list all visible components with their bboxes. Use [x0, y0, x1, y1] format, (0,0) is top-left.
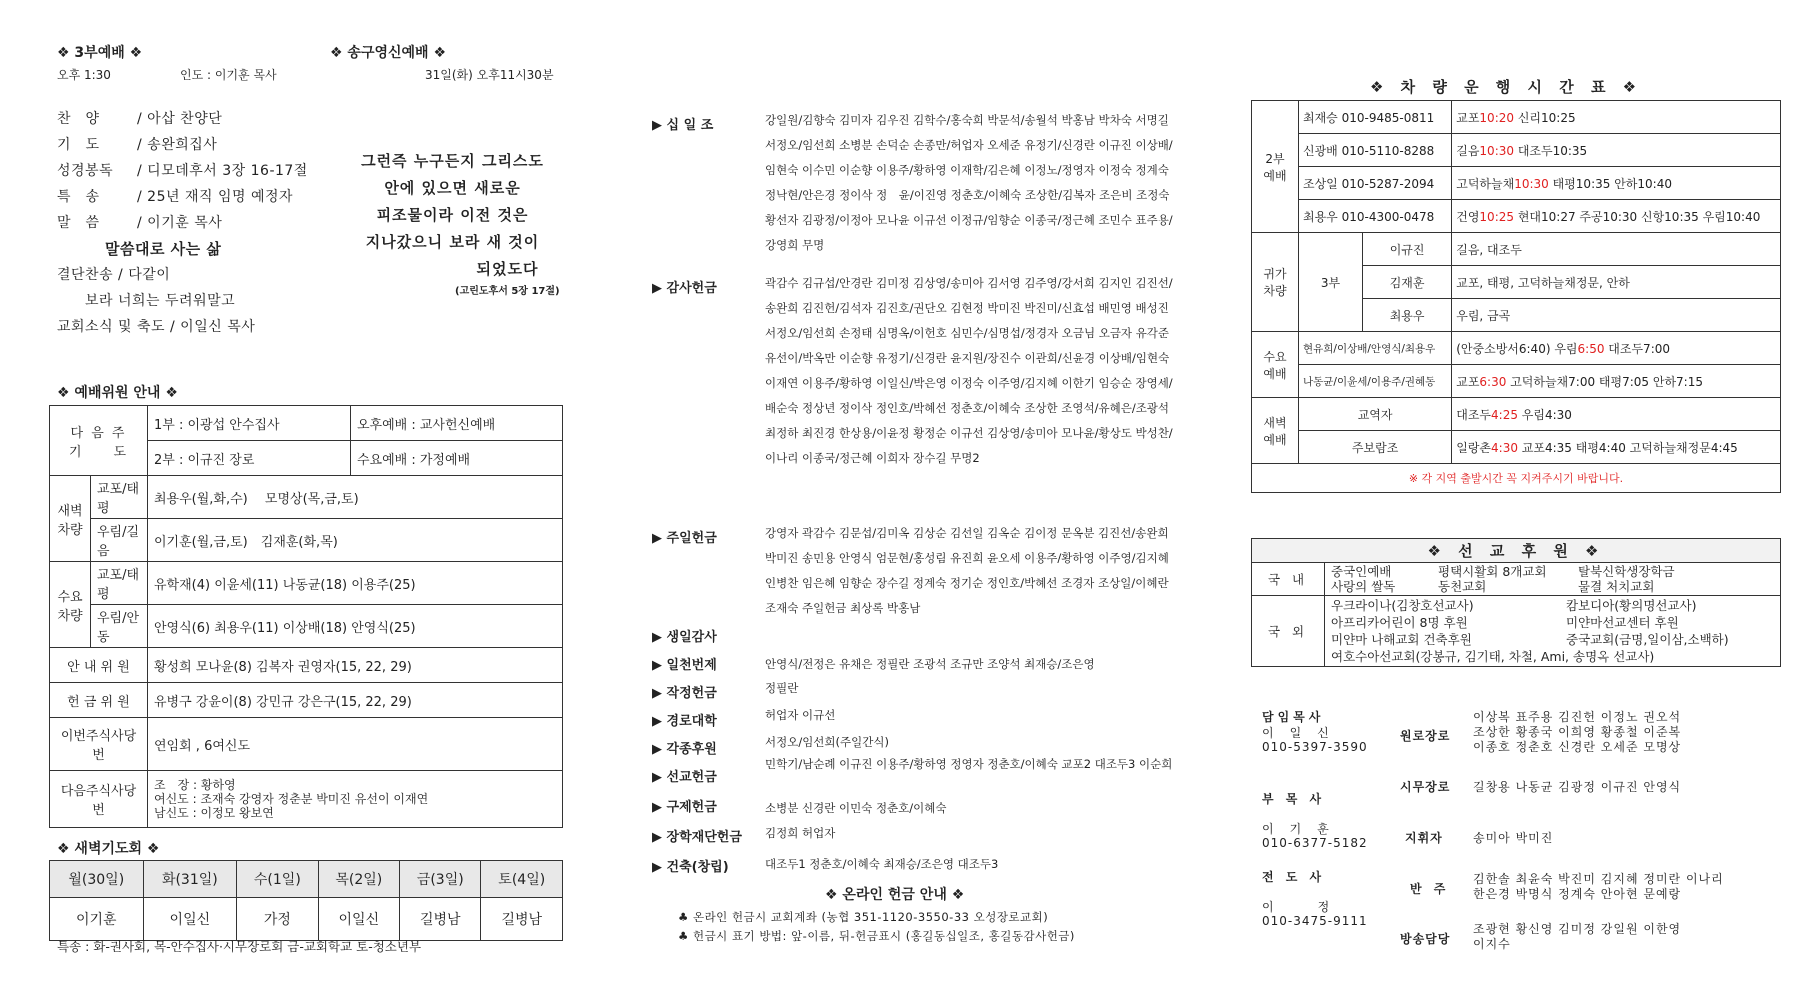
- usher-label: 안 내 위 원: [50, 648, 148, 683]
- order-label: 특 송: [57, 189, 100, 205]
- dawn-car-drivers: 이기훈(월,금,토) 김재훈(화,목): [148, 519, 563, 562]
- bus-driver: 김재훈: [1363, 266, 1452, 299]
- online-method: ♣ 헌금시 표기 방법: 앞-이름, 뒤-헌금표시 (홍길동십일조, 홍길동감사헌금): [678, 929, 1075, 943]
- offering-committee-label: 헌 금 위 원: [50, 683, 148, 718]
- usher-names: 황성희 모나윤(8) 김복자 권영자(15, 22, 29): [148, 648, 563, 683]
- next-meal-label: 다음주식사당번: [50, 771, 148, 828]
- staff-name: 이 기 훈: [1262, 822, 1331, 836]
- online-account: ♣ 온라인 헌금시 교회계좌 (농협 351-1120-3550-33 오성장로교회): [678, 910, 1049, 924]
- stop: 교포: [1456, 374, 1480, 389]
- dawn-car-drivers: 최용우(월,화,수) 모명상(목,금,토): [148, 476, 563, 519]
- mission-item: 미얀마 나해교회 건축후원: [1331, 632, 1472, 647]
- mission-item: 여호수아선교회(강봉규, 김기태, 차철, Ami, 송명옥 선교사): [1331, 649, 1655, 664]
- offering-label: ▶ 일천번제: [652, 658, 717, 673]
- staff-role: 전 도 사: [1262, 870, 1326, 884]
- service3-title: ❖ 3부예배 ❖: [57, 45, 143, 61]
- mission-item: 캄보디아(황의명선교사): [1566, 598, 1697, 613]
- bus-route: [1452, 431, 1781, 464]
- international-label: 국 외: [1252, 596, 1325, 667]
- bus-group-label: 새벽 예배: [1252, 398, 1299, 464]
- bus-group-label: 수요 예배: [1252, 332, 1299, 398]
- bus-driver: 이규진: [1363, 233, 1452, 266]
- order-item: 보라 너희는 두려워말고: [85, 293, 236, 309]
- wed-car-label: 수요 차량: [50, 562, 91, 648]
- stop: 교포: [1456, 110, 1480, 125]
- mission-item: 우크라이나(김창호선교사): [1331, 598, 1474, 613]
- offering-label: ▶ 각종후원: [652, 742, 717, 757]
- start-time: 10:30: [1514, 176, 1549, 191]
- dawn-day: 수(1일): [237, 861, 318, 898]
- staff-role: 시무장로: [1400, 780, 1451, 794]
- verse-line: 그런즉 누구든지 그리스도: [361, 152, 544, 170]
- mission-item: 중국인예배: [1331, 564, 1392, 579]
- order-item: [57, 160, 308, 180]
- dawn-leader: 가정: [237, 898, 318, 941]
- yearend-title: ❖ 송구영신예배 ❖: [330, 45, 446, 61]
- staff-name-line: 조상한 황종국 이희영 황종철 이준복: [1473, 725, 1682, 739]
- stops: 우림4:30: [1517, 407, 1572, 422]
- mission-item: 동천교회: [1438, 579, 1487, 594]
- verse-line: 되었도다: [476, 260, 539, 278]
- staff-role: 담임목사: [1262, 710, 1325, 724]
- bus-group-label: 2부 예배: [1252, 101, 1299, 233]
- stop: 일랑촌: [1456, 440, 1492, 455]
- stop: (안중소방서6:40) 우림: [1456, 341, 1578, 356]
- staff-name-line: 한은경 박명식 정계숙 안아현 문예랑: [1473, 887, 1682, 901]
- order-label: 기 도: [57, 137, 100, 153]
- order-value: 디모데후서 3장 16-17절: [147, 163, 308, 179]
- order-value: 송완희집사: [147, 137, 218, 153]
- staff-role: 원로장로: [1400, 729, 1451, 743]
- route-label: 우림/안동: [91, 605, 148, 648]
- dawn-day: 화(31일): [143, 861, 237, 898]
- mission-table: [1251, 538, 1781, 667]
- start-time: 4:25: [1491, 407, 1518, 422]
- order-value: 아삽 찬양단: [147, 111, 223, 127]
- offering-names: 강영자 곽감수 김문섭/김미옥 김상순 김선일 김옥순 김이정 문옥분 김진선/송완희 박미진 송민용 안영식 엄문현/홍성림 유진희 윤오세 이용주/황하영 이주영/김지혜 인병찬 임은혜 임향순 장수길 정계숙 정기순 정인호/박혜선 조경자 조상일/이혜란 조재숙 주일헌금 최상록 박홍남: [765, 526, 1169, 615]
- prayer-1: 1부 : 이광섭 안수집사: [148, 406, 351, 441]
- dawn-car-label: 새벽 차량: [50, 476, 91, 562]
- order-item: [57, 108, 222, 128]
- service-label: 3부: [1299, 233, 1363, 332]
- dawn-leader: 길병남: [400, 898, 481, 941]
- next-prayer-label: 다 음 주 기 도: [50, 406, 148, 476]
- bus-driver: 교역자: [1299, 398, 1452, 431]
- order-sep: /: [137, 137, 143, 153]
- dawn-note: 특송 : 화-권사회, 목-안수집사·시무장로회 금-교회학교 토-청소년부: [57, 939, 422, 954]
- dawn-leader: 길병남: [481, 898, 563, 941]
- stop: 건영: [1456, 209, 1480, 224]
- order-value: 25년 재직 임명 예정자: [147, 189, 294, 205]
- stops: 신리10:25: [1514, 110, 1576, 125]
- mission-item: 중국교회(금명,일이삼,소백하): [1566, 632, 1729, 647]
- dawn-leader: 이일신: [143, 898, 237, 941]
- start-time: 6:50: [1577, 341, 1605, 356]
- staff-phone: 010-5397-3590: [1262, 740, 1368, 754]
- meal-line: 남신도 : 이정모 왕보연: [154, 806, 274, 820]
- staff-names: [1473, 710, 1681, 755]
- order-item: [57, 212, 222, 232]
- staff-names: [1473, 922, 1681, 952]
- wed-car-drivers: 유학재(4) 이윤세(11) 나동균(18) 이용주(25): [148, 562, 563, 605]
- dawn-table: [49, 860, 563, 941]
- staff-names: 길창용 나동균 김광정 이규진 안영식: [1473, 780, 1682, 794]
- order-sep: /: [137, 215, 143, 231]
- roster-table: [49, 405, 563, 828]
- stops: 대조두10:35: [1514, 143, 1588, 158]
- offering-names: 대조두1 정춘호/이혜숙 최재승/조은영 대조두3: [765, 857, 999, 871]
- mission-item: 탈북신학생장학금: [1578, 564, 1675, 579]
- bus-driver: 주보람조: [1299, 431, 1452, 464]
- domestic-list: [1325, 563, 1433, 596]
- verse-reference: (고린도후서 5장 17절): [455, 286, 560, 297]
- order-item: 결단찬송 / 다같이: [57, 267, 171, 283]
- bus-title: ❖ 차 량 운 행 시 간 표 ❖: [1370, 78, 1643, 96]
- mission-item: 물결 처치교회: [1578, 579, 1655, 594]
- offering-label: ▶ 장학재단헌금: [652, 830, 742, 845]
- this-meal-label: 이번주식사당번: [50, 718, 148, 771]
- bus-driver: 최용우 010-4300-0478: [1299, 200, 1452, 233]
- offering-names: 곽감수 김규섭/안경란 김미정 김상영/송미아 김서영 김주영/강서희 김지인 김진선/송완희 김진헌/김석자 김진호/권단오 김현정 박미진 박진미/신효섭 배민영 배성진 서정오/임선희 손정태 심명옥/이헌호 심민수/심명섭/정경자 오금님 오금자 유각준 유선이/박옥만 이순향 유정기/신경란 윤지원/장진수 이관희/신윤경 이상배/임현숙 이재연 이용주/황하영 이일신/박은영 이정숙 이주영/김지혜 이한기 임승순 장영세/배순숙 정상년 정이삭 정인호/박혜선 정춘호/이혜숙 조상한 조영석/유혜은/조광석 최정하 최진경 한상용/이윤정 황정순 이규선 김상영/송미아 모나윤/황상도 박성찬/이나리 이종국/정근혜 이희자 장수길 무명2: [765, 276, 1173, 465]
- staff-name-line: 이종호 정춘호 신경란 오세준 모명상: [1473, 740, 1682, 754]
- bus-driver: 최재승 010-9485-0811: [1299, 101, 1452, 134]
- bus-note: ※ 각 지역 출발시간 꼭 지켜주시기 바랍니다.: [1252, 464, 1781, 493]
- start-time: 10:20: [1479, 110, 1515, 125]
- staff-name-line: 이상복 표주용 김진헌 이정노 권오석: [1473, 710, 1682, 724]
- bus-route: [1452, 365, 1781, 398]
- international-list: [1325, 596, 1781, 667]
- route-label: 교포/태평: [91, 562, 148, 605]
- verse-line: 안에 있으면 새로운: [384, 179, 521, 197]
- order-label: 말 씀: [57, 215, 100, 231]
- staff-name: 이 정: [1262, 900, 1332, 914]
- this-meal-team: 연임회 , 6여신도: [148, 718, 563, 771]
- order-item: 교회소식 및 축도 / 이일신 목사: [57, 319, 256, 335]
- dawn-day: 월(30일): [50, 861, 144, 898]
- domestic-list: [1432, 563, 1781, 596]
- mission-item: 미얀마선교센터 후원: [1566, 615, 1679, 630]
- staff-role: 반 주: [1410, 882, 1450, 896]
- stops: 교포4:35 태평4:40 고덕하늘채정문4:45: [1517, 440, 1738, 455]
- bus-driver: 나동균/이윤세/이용주/권혜동: [1299, 365, 1452, 398]
- prayer-2: 2부 : 이규진 장로: [148, 441, 351, 476]
- bus-route: 우림, 금곡: [1452, 299, 1781, 332]
- dawn-day: 목(2일): [318, 861, 399, 898]
- offering-label: ▶ 선교헌금: [652, 770, 717, 785]
- route-label: 우림/길음: [91, 519, 148, 562]
- offering-names: 정필란: [765, 681, 799, 695]
- next-meal-team: [148, 771, 563, 828]
- dawn-day: 토(4일): [481, 861, 563, 898]
- offering-names: 민학기/남순례 이규진 이용주/황하영 정영자 정춘호/이혜숙 교포2 대조두3 이순희: [765, 757, 1173, 771]
- staff-phone: 010-3475-9111: [1262, 914, 1368, 928]
- order-sep: /: [137, 111, 143, 127]
- dawn-title: ❖ 새벽기도회 ❖: [57, 841, 160, 857]
- service3-leader: 인도 : 이기훈 목사: [180, 68, 277, 82]
- staff-role: 지휘자: [1405, 831, 1443, 845]
- stops: 태평10:35 안하10:40: [1548, 176, 1672, 191]
- staff-name-line: 김한솔 최윤숙 박진미 김지혜 정미란 이나리: [1473, 872, 1724, 886]
- meal-line: 여신도 : 조재숙 강영자 정춘분 박미진 유선이 이재연: [154, 792, 429, 806]
- offering-committee-names: 유병구 강윤이(8) 강민규 강은구(15, 22, 29): [148, 683, 563, 718]
- domestic-label: 국 내: [1252, 563, 1325, 596]
- offering-names: 허업자 이규선: [765, 708, 836, 722]
- staff-names: 송미아 박미진: [1473, 831, 1554, 845]
- mission-item: 사랑의 쌀독: [1331, 579, 1396, 594]
- service3-time: 오후 1:30: [57, 68, 111, 82]
- stop: 길음: [1456, 143, 1480, 158]
- prayer-afternoon: 오후예배 : 교사헌신예배: [351, 406, 563, 441]
- offering-label: ▶ 감사헌금: [652, 281, 717, 296]
- offering-label: ▶ 십 일 조: [652, 118, 714, 133]
- offering-names: 강일원/김향숙 김미자 김우진 김학수/홍숙희 박문석/송월석 박홍남 박차숙 서명길 서정오/임선희 소병분 손덕순 손종만/허업자 오세준 유정기/신경란 이규진 이상배/임현숙 이수민 이순향 이용주/황하영 이재학/김은혜 이정노/정영자 이정숙 정계숙 정낙현/안은경 정이삭 정 윤/이진영 정춘호/이혜숙 조상한/김복자 조은비 조정숙 황선자 김광정/이정아 모나윤 이규선 이정규/임향순 이종국/정근혜 조민수 표주용/강영희 무명: [765, 113, 1173, 252]
- mission-item: 아프리카어린이 8명 후원: [1331, 615, 1468, 630]
- start-time: 10:25: [1479, 209, 1515, 224]
- order-label: 성경봉독: [57, 163, 114, 179]
- staff-role: 방송담당: [1400, 932, 1451, 946]
- bus-route: [1452, 200, 1781, 233]
- stops: 고덕하늘채7:00 태평7:05 안하7:15: [1506, 374, 1703, 389]
- verse-line: 피조물이라 이전 것은: [376, 206, 529, 224]
- staff-name-line: 이지수: [1473, 937, 1511, 951]
- bus-table: [1251, 100, 1781, 493]
- roster-title: ❖ 예배위원 안내 ❖: [57, 385, 178, 401]
- offering-label: ▶ 작정헌금: [652, 686, 717, 701]
- prayer-wednesday: 수요예배 : 가정예배: [351, 441, 563, 476]
- route-label: 교포/태평: [91, 476, 148, 519]
- mission-item: 평택시활회 8개교회: [1438, 564, 1547, 579]
- offering-label: ▶ 경로대학: [652, 714, 717, 729]
- dawn-leader: 이기훈: [50, 898, 144, 941]
- bus-driver: 조상일 010-5287-2094: [1299, 167, 1452, 200]
- staff-name-line: 조광현 황신영 김미정 강일원 이한영: [1473, 922, 1682, 936]
- stop: 고덕하늘채: [1456, 176, 1515, 191]
- offering-label: ▶ 주일헌금: [652, 531, 717, 546]
- order-item: [57, 134, 217, 154]
- bus-route: [1452, 101, 1781, 134]
- bus-route: [1452, 332, 1781, 365]
- offering-names: 안영식/전정은 유채은 정필란 조광석 조규만 조양석 최재승/조은영: [765, 657, 1095, 671]
- meal-line: 조 장 : 황하영: [154, 778, 236, 792]
- staff-names: [1473, 872, 1724, 902]
- order-value: 이기훈 목사: [147, 215, 223, 231]
- order-label: 찬 양: [57, 111, 100, 127]
- staff-name: 이 일 신: [1262, 726, 1331, 740]
- mission-title: ❖ 선 교 후 원 ❖: [1252, 539, 1781, 563]
- order-item: [57, 186, 293, 206]
- bus-driver: 신광배 010-5110-8288: [1299, 134, 1452, 167]
- online-title: ❖ 온라인 헌금 안내 ❖: [825, 887, 965, 903]
- bus-route: 길음, 대조두: [1452, 233, 1781, 266]
- offering-label: ▶ 건축(창립): [652, 860, 729, 875]
- order-sep: /: [137, 163, 143, 179]
- staff-phone: 010-6377-5182: [1262, 836, 1368, 850]
- dawn-leader: 이일신: [318, 898, 399, 941]
- offering-names: 서정오/임선희(주일간식): [765, 735, 889, 749]
- bus-route: [1452, 134, 1781, 167]
- start-time: 10:30: [1479, 143, 1515, 158]
- scripture-verse: [330, 148, 575, 283]
- bus-group-label: 귀가 차량: [1252, 233, 1299, 332]
- order-sep: /: [137, 189, 143, 205]
- bus-route: [1452, 167, 1781, 200]
- stop: 대조두: [1456, 407, 1492, 422]
- offering-label: ▶ 구제헌금: [652, 800, 717, 815]
- stops: 현대10:27 주공10:30 신항10:35 우림10:40: [1514, 209, 1761, 224]
- yearend-time: 31일(화) 오후11시30분: [425, 68, 554, 82]
- staff-role: 부 목 사: [1262, 792, 1326, 806]
- verse-line: 지나갔으니 보라 새 것이: [365, 233, 540, 251]
- bus-driver: 현유희/이상배/안영식/최용우: [1299, 332, 1452, 365]
- bus-route: [1452, 398, 1781, 431]
- dawn-day: 금(3일): [400, 861, 481, 898]
- bus-route: 교포, 태평, 고덕하늘채정문, 안하: [1452, 266, 1781, 299]
- offering-names: 김정희 허업자: [765, 826, 836, 840]
- offering-label: ▶ 생일감사: [652, 630, 717, 645]
- start-time: 6:30: [1479, 374, 1507, 389]
- wed-car-drivers: 안영식(6) 최용우(11) 이상배(18) 안영식(25): [148, 605, 563, 648]
- sermon-title: 말씀대로 사는 삶: [105, 240, 222, 258]
- offering-names: 소병분 신경란 이민숙 정춘호/이혜숙: [765, 801, 947, 815]
- start-time: 4:30: [1491, 440, 1518, 455]
- bus-driver: 최용우: [1363, 299, 1452, 332]
- stops: 대조두7:00: [1604, 341, 1671, 356]
